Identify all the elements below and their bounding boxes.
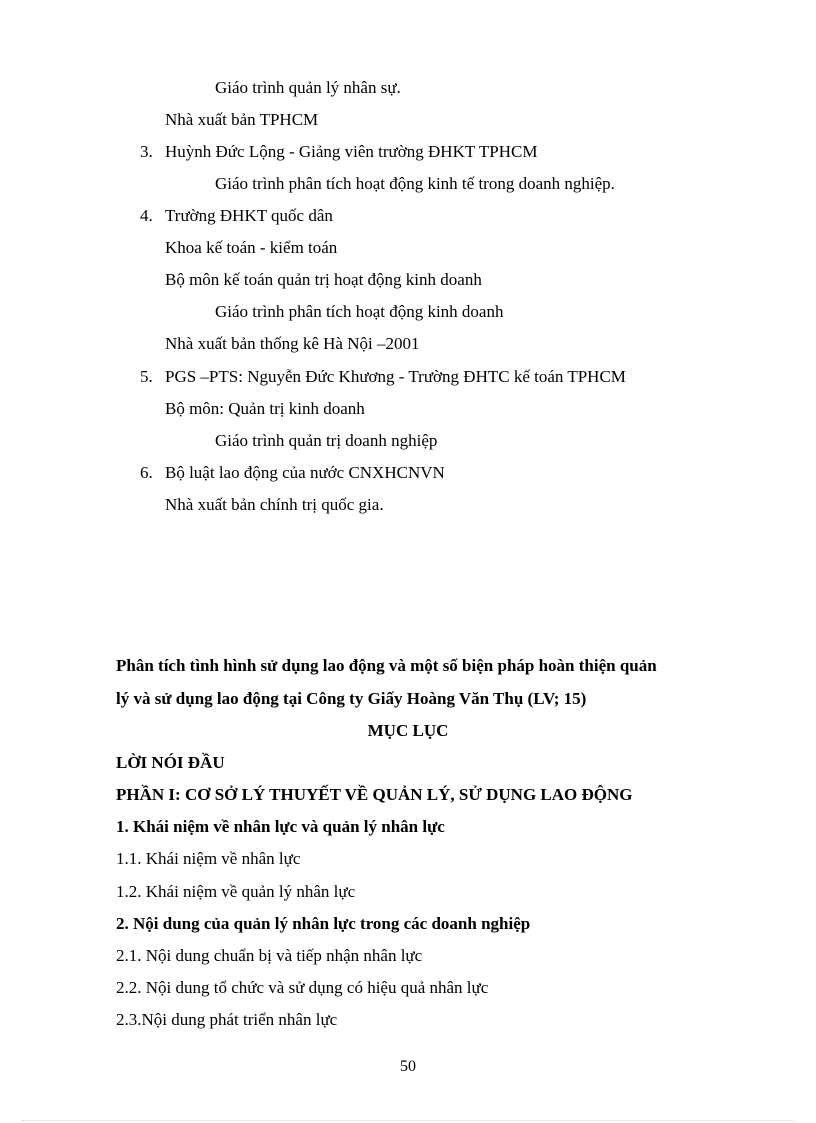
toc-item-section-2: 2. Nội dung của quản lý nhân lực trong các doanh nghiệp bbox=[116, 914, 531, 933]
reference-6-publisher: Nhà xuất bản chính trị quốc gia. bbox=[165, 495, 384, 514]
toc-heading: MỤC LỤC bbox=[367, 721, 449, 740]
toc-item-section-2-3: 2.3.Nội dung phát triển nhân lực bbox=[116, 1010, 338, 1029]
reference-4-number: 4. bbox=[140, 206, 153, 225]
reference-6-number: 6. bbox=[140, 463, 153, 482]
reference-2-title: Giáo trình quản lý nhân sự. bbox=[215, 78, 401, 97]
thesis-title-line-2: lý và sử dụng lao động tại Công ty Giấy Hoàng Văn Thụ (LV; 15) bbox=[116, 689, 587, 708]
reference-3-author: Huỳnh Đức Lộng - Giảng viên trường ĐHKT TPHCM bbox=[165, 142, 538, 161]
toc-item-section-2-2: 2.2. Nội dung tổ chức và sử dụng có hiệu quả nhân lực bbox=[116, 978, 489, 997]
toc-item-part1: PHẦN I: CƠ SỞ LÝ THUYẾT VỀ QUẢN LÝ, SỬ DỤNG LAO ĐỘNG bbox=[116, 785, 633, 804]
reference-4-title: Giáo trình phân tích hoạt động kinh doanh bbox=[215, 302, 504, 321]
toc-item-section-1-1: 1.1. Khái niệm về nhân lực bbox=[116, 849, 301, 868]
reference-5-department: Bộ môn: Quản trị kinh doanh bbox=[165, 399, 365, 418]
toc-item-intro: LỜI NÓI ĐẦU bbox=[116, 753, 225, 772]
reference-5-title: Giáo trình quản trị doanh nghiệp bbox=[215, 431, 438, 450]
reference-2-publisher: Nhà xuất bản TPHCM bbox=[165, 110, 319, 129]
reference-3-number: 3. bbox=[140, 142, 153, 161]
reference-5-number: 5. bbox=[140, 367, 153, 386]
reference-4-publisher: Nhà xuất bản thống kê Hà Nội –2001 bbox=[165, 334, 420, 353]
reference-4-faculty: Khoa kế toán - kiểm toán bbox=[165, 238, 338, 257]
reference-4-department: Bộ môn kế toán quản trị hoạt động kinh doanh bbox=[165, 270, 482, 289]
reference-5-author: PGS –PTS: Nguyễn Đức Khương - Trường ĐHTC kế toán TPHCM bbox=[165, 367, 626, 386]
reference-6-title: Bộ luật lao động của nước CNXHCNVN bbox=[165, 463, 445, 482]
reference-4-institution: Trường ĐHKT quốc dân bbox=[165, 206, 333, 225]
thesis-title-line-1: Phân tích tình hình sử dụng lao động và một số biện pháp hoàn thiện quản bbox=[116, 656, 657, 675]
page-bottom-divider bbox=[22, 1120, 794, 1121]
toc-item-section-1: 1. Khái niệm về nhân lực và quản lý nhân lực bbox=[116, 817, 445, 836]
page-number: 50 bbox=[400, 1058, 416, 1075]
toc-item-section-2-1: 2.1. Nội dung chuẩn bị và tiếp nhận nhân lực bbox=[116, 946, 423, 965]
toc-item-section-1-2: 1.2. Khái niệm về quản lý nhân lực bbox=[116, 882, 356, 901]
reference-3-title: Giáo trình phân tích hoạt động kinh tế trong doanh nghiệp. bbox=[215, 174, 615, 193]
